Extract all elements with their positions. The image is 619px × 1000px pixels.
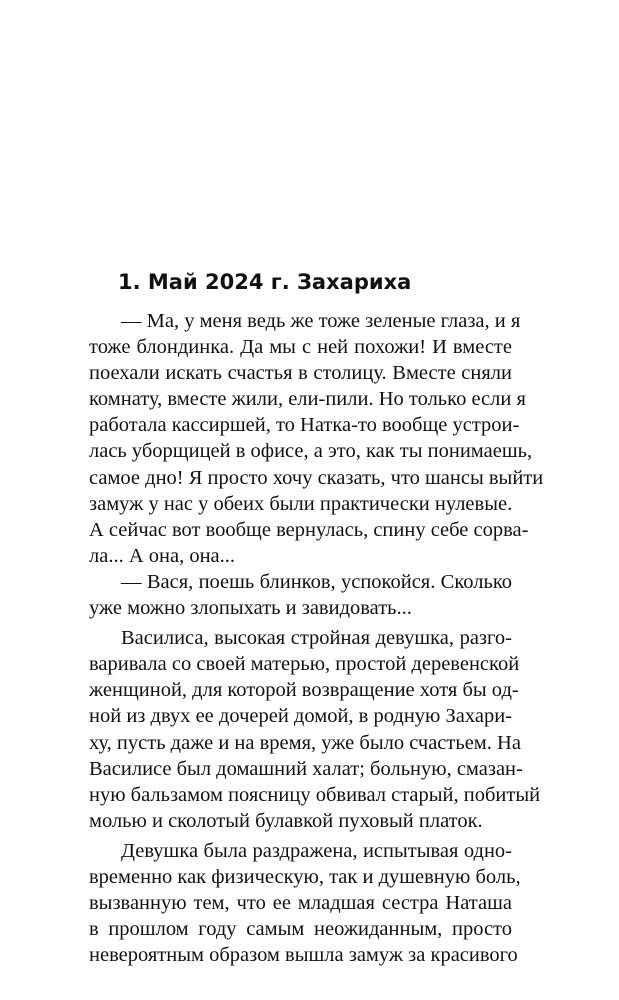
text-line: женщиной, для которой возвращение хотя бы од- <box>89 679 519 702</box>
text-line: Девушка была раздражена, испытывая одно- <box>121 839 512 862</box>
text-line: поехали искать счастья в столицу. Вместе сняли <box>89 362 512 385</box>
text-line: лась уборщицей в офисе, а это, как ты понимаешь, <box>89 440 533 463</box>
text-line: А сейчас вот вообще вернулась, спину себе сорва- <box>89 518 529 541</box>
text-line: — Вася, поешь блинков, успокойся. Сколько <box>121 570 512 593</box>
text-line: Василиса, высокая стройная девушка, разго- <box>121 627 512 650</box>
text-line: варивала со своей матерью, простой деревенской <box>89 653 520 676</box>
text-line: вызванную тем, что ее младшая сестра Наташа <box>89 892 512 915</box>
text-line: ла... А она, она... <box>89 544 236 567</box>
text-line: самое дно! Я просто хочу сказать, что шансы выйти <box>89 466 544 489</box>
chapter-title: 1. Май 2024 г. Захариха <box>118 270 412 294</box>
text-line: ную бальзамом поясницу обвивал старый, побитый <box>89 783 541 806</box>
text-line: ху, пусть даже и на время, уже было счастьем. На <box>89 731 521 754</box>
text-line: работала кассиршей, то Натка-то вообще устрои- <box>89 414 520 437</box>
text-line: уже можно злопыхать и завидовать... <box>89 597 412 620</box>
text-line: невероятным образом вышла замуж за красивого <box>89 944 518 967</box>
text-line: в прошлом году самым неожиданным, просто <box>89 918 512 941</box>
text-line: временно как физическую, так и душевную боль, <box>89 865 521 888</box>
text-line: ной из двух ее дочерей домой, в родную Захари- <box>89 705 512 728</box>
text-line: — Ма, у меня ведь же тоже зеленые глаза, и я <box>121 310 521 332</box>
text-line: замуж у нас у обеих были практически нулевые. <box>89 492 513 515</box>
text-line: тоже блондинка. Да мы с ней похожи! И вместе <box>89 336 512 359</box>
text-line: молью и сколотый булавкой пуховый платок. <box>89 809 483 832</box>
body-text <box>89 308 544 968</box>
text-line: Василисе был домашний халат; больную, смазан- <box>89 757 523 780</box>
text-line: комнату, вместе жили, ели-пили. Но только если я <box>89 388 526 411</box>
